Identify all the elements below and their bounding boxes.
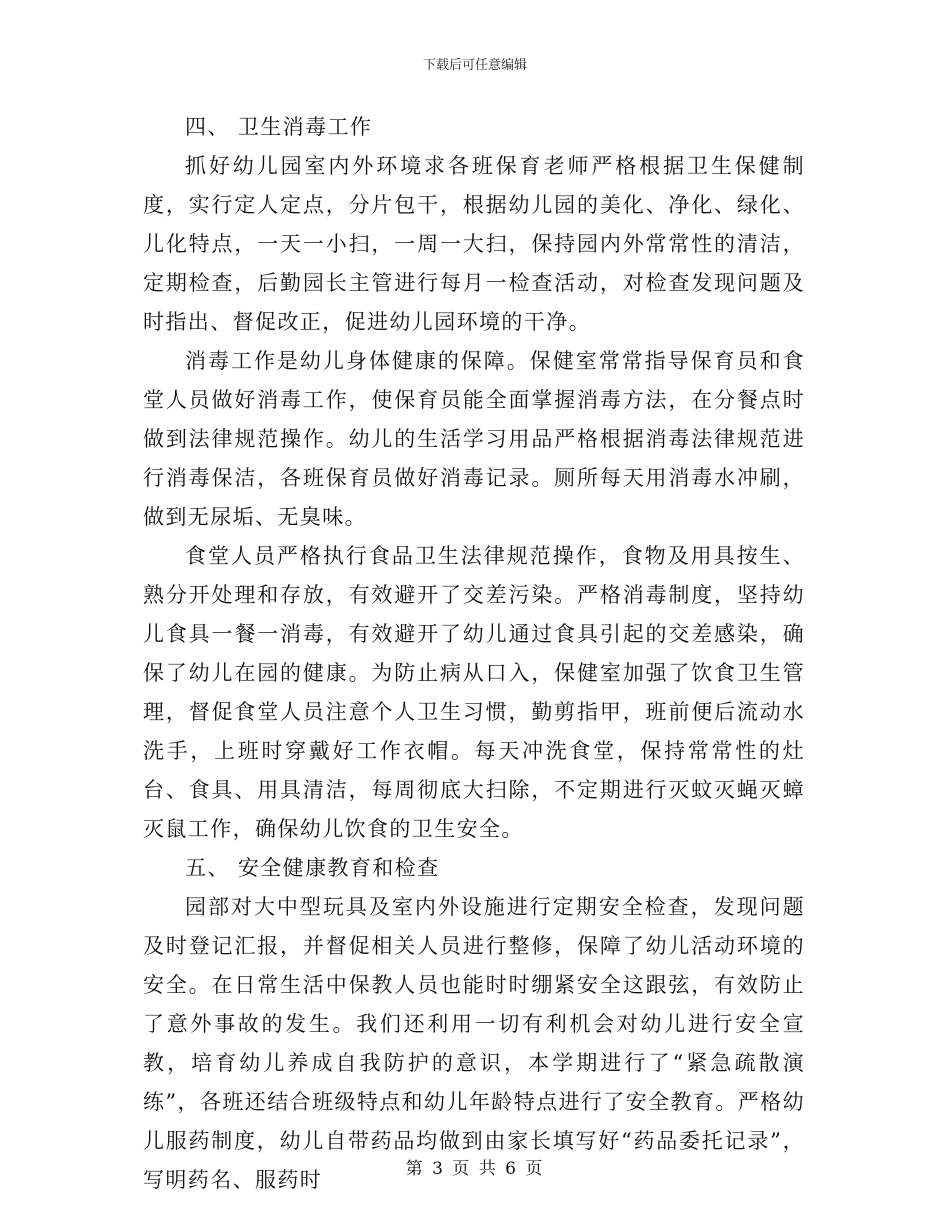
document-body bbox=[143, 108, 805, 1200]
paragraph-safety: 园部对大中型玩具及室内外设施进行定期安全检查，发现问题及时登记汇报，并督促相关人员进行整修，保障了幼儿活动环境的安全。在日常生活中保教人员也能时时绷紧安全这跟弦，有效防止了意外事故的发生。我们还利用一切有利机会对幼儿进行安全宣教，培育幼儿养成自我防护的意识，本学期进行了“紧急疏散演练”，各班还结合班级特点和幼儿年龄特点进行了安全教育。严格幼儿服药制度，幼儿自带药品均做到由家长填写好“药品委托记录”，写明药名、服药时 bbox=[143, 895, 805, 1192]
page-footer: 第 3 页 共 6 页 bbox=[405, 1159, 545, 1179]
page-header: 下载后可任意编辑 bbox=[422, 58, 527, 73]
paragraph-disinfection: 消毒工作是幼儿身体健康的保障。保健室常常指导保育员和食堂人员做好消毒工作，使保育员能全面掌握消毒方法，在分餐点时做到法律规范操作。幼儿的生活学习用品严格根据消毒法律规范进行消毒保洁，各班保育员做好消毒记录。厕所每天用消毒水冲刷，做到无尿垢、无臭味。 bbox=[143, 349, 805, 529]
section-heading-4: 四、 卫生消毒工作 bbox=[185, 115, 373, 139]
section-heading-5: 五、 安全健康教育和检查 bbox=[185, 856, 440, 880]
paragraph-canteen: 食堂人员严格执行食品卫生法律规范操作，食物及用具按生、熟分开处理和存放，有效避开了交差污染。严格消毒制度，坚持幼儿食具一餐一消毒，有效避开了幼儿通过食具引起的交差感染，确保了幼儿在园的健康。为防止病从口入，保健室加强了饮食卫生管理，督促食堂人员注意个人卫生习惯，勤剪指甲，班前便后流动水洗手，上班时穿戴好工作衣帽。每天冲洗食堂，保持常常性的灶台、食具、用具清洁，每周彻底大扫除，不定期进行灭蚊灭蝇灭蟑灭鼠工作，确保幼儿饮食的卫生安全。 bbox=[143, 544, 805, 841]
paragraph-environment: 抓好幼儿园室内外环境求各班保育老师严格根据卫生保健制度，实行定人定点，分片包干，根据幼儿园的美化、净化、绿化、儿化特点，一天一小扫，一周一大扫，保持园内外常常性的清洁，定期检查，后勤园长主管进行每月一检查活动，对检查发现问题及时指出、督促改正，促进幼儿园环境的干净。 bbox=[143, 154, 805, 334]
